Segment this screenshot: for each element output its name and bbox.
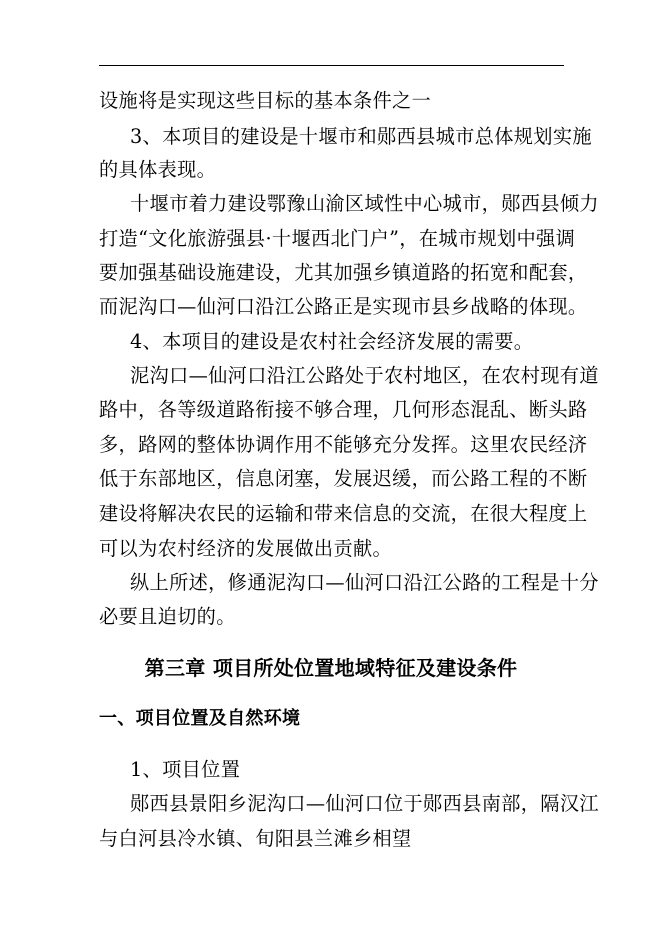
section-heading: 一、项目位置及自然环境	[99, 708, 301, 729]
text-line: 与白河县冷水镇、旬阳县兰滩乡相望	[99, 827, 412, 850]
text-line: 郧西县景阳乡泥沟口—仙河口位于郧西县南部，隔汉江	[130, 792, 599, 815]
text-line: 打造“文化旅游强县·十堰西北门户”，在城市规划中强调	[99, 227, 576, 250]
text-line: 建设将解决农民的运输和带来信息的交流，在很大程度上	[99, 502, 588, 525]
text-line: 低于东部地区，信息闭塞，发展迟缓，而公路工程的不断	[99, 467, 588, 490]
text-line: 多，路网的整体协调作用不能够充分发挥。这里农民经济	[99, 433, 588, 456]
text-line: 必要且迫切的。	[99, 605, 236, 628]
text-line: 路中，各等级道路衔接不够合理，几何形态混乱、断头路	[99, 398, 588, 421]
text-line: 而泥沟口—仙河口沿江公路正是实现市县乡战略的体现。	[99, 295, 588, 318]
text-line: 3、本项目的建设是十堰市和郧西县城市总体规划实施	[130, 125, 592, 148]
text-line: 十堰市着力建设鄂豫山渝区域性中心城市，郧西县倾力	[130, 192, 599, 215]
text-line: 可以为农村经济的发展做出贡献。	[99, 537, 393, 560]
header-rule	[99, 65, 564, 66]
subsection-heading: 1、项目位置	[130, 758, 241, 781]
text-line: 纵上所述，修通泥沟口—仙河口沿江公路的工程是十分	[130, 571, 599, 594]
text-line: 泥沟口—仙河口沿江公路处于农村地区，在农村现有道	[130, 364, 599, 387]
text-line: 设施将是实现这些目标的基本条件之一	[99, 89, 432, 112]
text-line: 4、本项目的建设是农村社会经济发展的需要。	[130, 330, 534, 353]
text-line: 的具体表现。	[99, 158, 217, 181]
text-line: 要加强基础设施建设，尤其加强乡镇道路的拓宽和配套，	[99, 261, 588, 284]
chapter-heading: 第三章 项目所处位置地域特征及建设条件	[144, 656, 518, 680]
